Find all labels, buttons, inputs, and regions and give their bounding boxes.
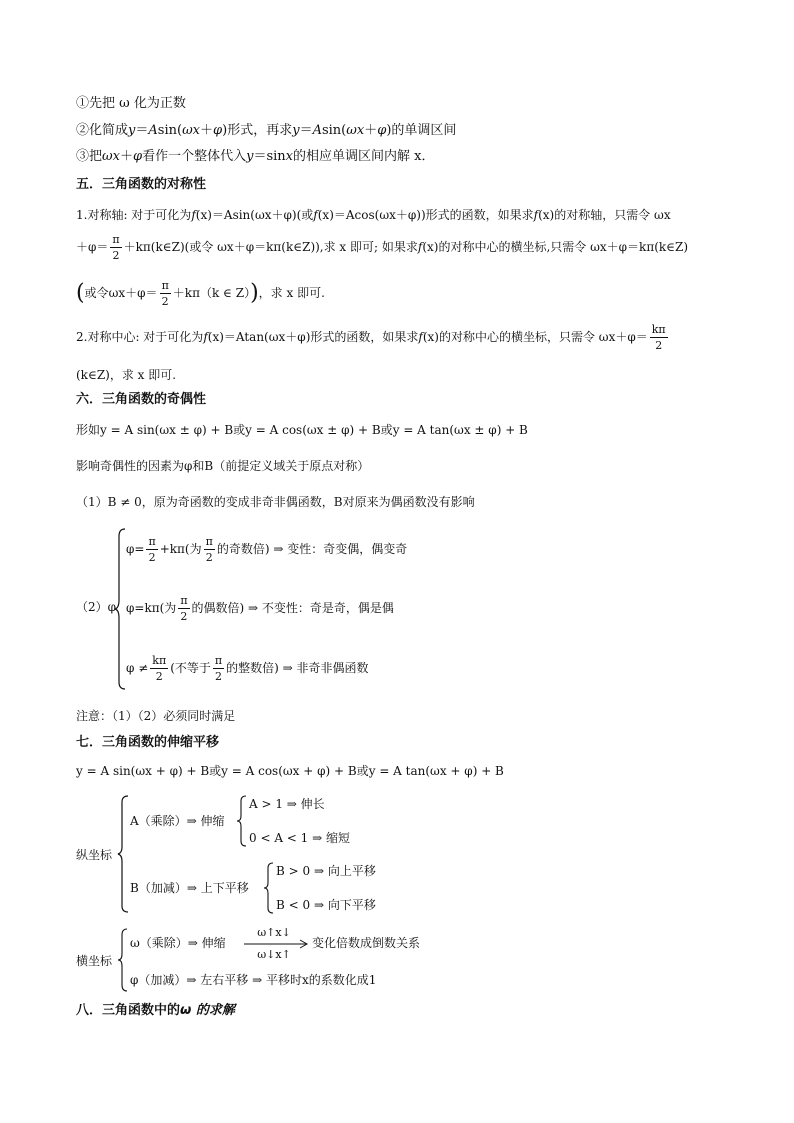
- parity-rule-2: φ=kπ(为 $\frac{\pi}{2}$ 的偶数倍) ⇒ 不变性：奇是奇，偶是偶: [126, 594, 394, 623]
- section-6-title: 六．三角函数的奇偶性: [76, 392, 207, 407]
- phi-item: φ（加减）⇒ 左右平移 ⇒ 平移时x的系数化成1: [130, 973, 377, 987]
- vertical-brace: [118, 795, 130, 913]
- omega-arrow-bottom: ω↓x↑: [257, 948, 291, 961]
- sym-axis-line1: 1.对称轴: 对于可化为f(x)＝Asin(ωx＋φ)(或f(x)＝Acos(ωx＋φ))形式的函数，如果求f(x)的对称轴，只需令 ωx: [76, 208, 671, 222]
- section-7-title: 七．三角函数的伸缩平移: [76, 735, 220, 750]
- parity-note: 注意：（1）（2）必须同时满足: [76, 709, 236, 723]
- a-shrink: 0 < A < 1 ⇒ 缩短: [249, 831, 350, 845]
- a-stretch: A > 1 ⇒ 伸长: [249, 797, 325, 811]
- parity-rule-1: φ= $\frac{\pi}{2}$ +kπ(为 $\frac{\pi}{2}$ 的奇数倍) ⇒ 变性：奇变偶，偶变奇: [126, 535, 408, 564]
- section-8-title: 八．三角函数中的ω 的求解: [76, 1003, 235, 1018]
- omega-long-arrow: [244, 940, 310, 948]
- parity-form: 形如y = A sin(ωx ± φ) + B或y = A cos(ωx ± φ) + B或y = A tan(ωx ± φ) + B: [76, 423, 528, 437]
- sym-center-line1: 2.对称中心: 对于可化为f(x)＝Atan(ωx＋φ)形式的函数，如果求f(x)的对称中心的横坐标，只需令 ωx＋φ＝ $\frac{k\pi}{2}$: [76, 323, 666, 352]
- parity-rule-3: φ ≠ $\frac{k\pi}{2}$ (不等于 $\frac{\pi}{2}$ 的整数倍) ⇒ 非奇非偶函数: [126, 654, 369, 683]
- b-down: B < 0 ⇒ 向下平移: [276, 898, 376, 912]
- parity-case-2-label: （2）φ: [76, 600, 117, 614]
- omega-item: ω（乘除）⇒ 伸缩: [130, 936, 226, 950]
- omega-result: 变化倍数成倒数关系: [312, 936, 421, 950]
- section-5-title: 五．三角函数的对称性: [76, 177, 207, 192]
- sym-axis-line2: ＋φ＝ $\frac{\pi}{2}$ ＋kπ(k∈Z)(或令 ωx＋φ＝kπ(k∈Z)),求 x 即可; 如果求f(x)的对称中心的横坐标,只需令 ωx＋φ＝kπ(k∈Z): [76, 233, 689, 262]
- sym-center-line2: (k∈Z)，求 x 即可.: [76, 368, 177, 382]
- horizontal-label: 横坐标: [76, 954, 113, 968]
- sym-axis-line3: (或令ωx＋φ＝ $\frac{\pi}{2}$ ＋kπ（k ∈ Z）)，求 x 即可.: [76, 279, 325, 308]
- mono-step-3: ③把ωx＋φ看作一个整体代入y＝sinx的相应单调区间内解 x．: [76, 149, 435, 164]
- b-up: B > 0 ⇒ 向上平移: [276, 864, 376, 878]
- mono-step-2: ②化简成y＝Asin(ωx＋φ)形式，再求y＝Asin(ωx＋φ)的单调区间: [76, 123, 457, 138]
- b-item: B（加减）⇒ 上下平移: [130, 881, 249, 895]
- omega-arrow-top: ω↑x↓: [257, 926, 291, 939]
- parity-case-1: （1）B ≠ 0，原为奇函数的变成非奇非偶函数，B对原来为偶函数没有影响: [76, 495, 475, 509]
- b-brace: [264, 862, 274, 914]
- parity-factor: 影响奇偶性的因素为φ和B（前提定义域关于原点对称）: [76, 459, 370, 473]
- a-brace: [237, 795, 247, 847]
- mono-step-1: ①先把 ω 化为正数: [76, 96, 186, 111]
- transform-form: y = A sin(ωx + φ) + B或y = A cos(ωx + φ) + B或y = A tan(ωx + φ) + B: [76, 764, 504, 778]
- horizontal-brace: [118, 928, 128, 992]
- vertical-label: 纵坐标: [76, 848, 113, 862]
- a-item: A（乘除）⇒ 伸缩: [130, 814, 225, 828]
